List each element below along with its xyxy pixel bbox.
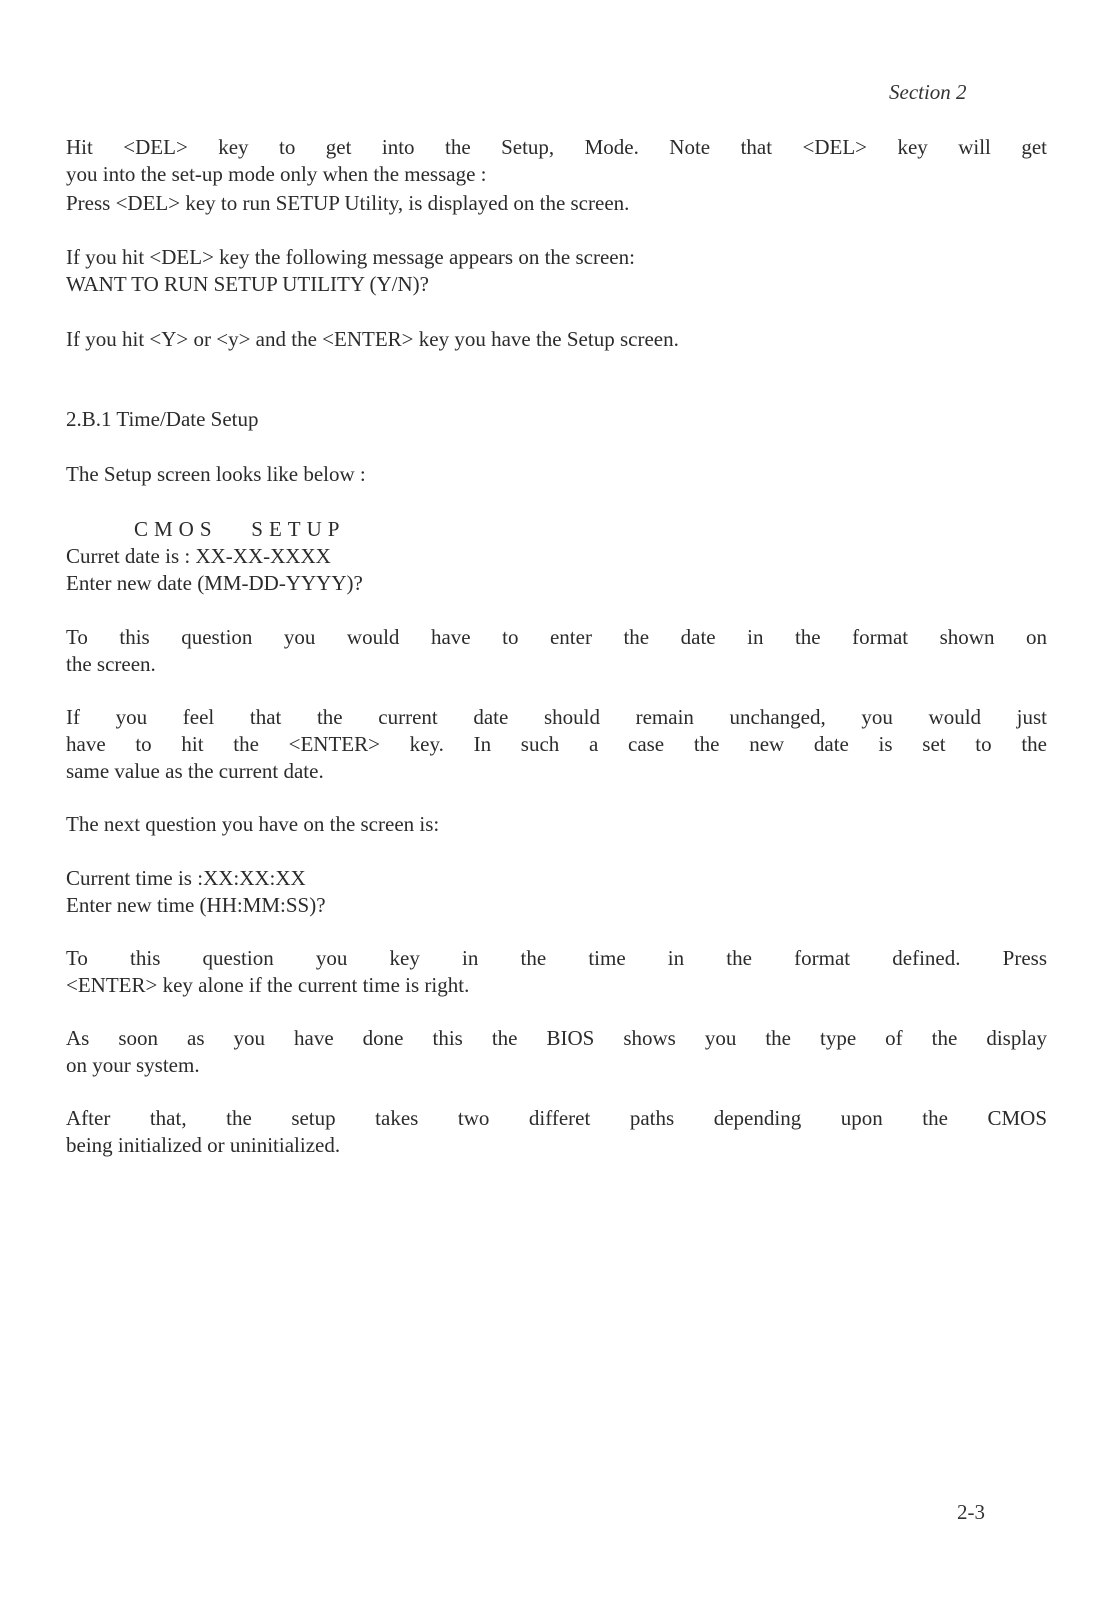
- enter-time-line: Enter new time (HH:MM:SS)?: [66, 893, 326, 917]
- time-question-line-1: To this question you key in the time in the format defined. Press: [66, 946, 1047, 970]
- page-number: 2-3: [957, 1500, 985, 1524]
- section-heading: 2.B.1 Time/Date Setup: [66, 407, 259, 431]
- intro-paragraph-1-line-1: Hit <DEL> key to get into the Setup, Mode. Note that <DEL> key will get: [66, 135, 1047, 159]
- current-time-line: Current time is :XX:XX:XX: [66, 866, 306, 890]
- next-question-line: The next question you have on the screen is:: [66, 812, 440, 836]
- current-date-line: Curret date is : XX-XX-XXXX: [66, 544, 331, 568]
- date-unchanged-line-2: have to hit the <ENTER> key. In such a case the new date is set to the: [66, 732, 1047, 756]
- time-question-line-2: <ENTER> key alone if the current time is right.: [66, 973, 470, 997]
- date-question-line-1: To this question you would have to enter the date in the format shown on: [66, 625, 1047, 649]
- intro-paragraph-1-line-2: you into the set-up mode only when the message :: [66, 162, 487, 186]
- section-header: Section 2: [889, 80, 967, 104]
- setup-screen-intro: The Setup screen looks like below :: [66, 462, 366, 486]
- setup-paths-line-1: After that, the setup takes two differet paths depending upon the CMOS: [66, 1106, 1047, 1130]
- display-type-line-2: on your system.: [66, 1053, 200, 1077]
- intro-paragraph-1-line-3: Press <DEL> key to run SETUP Utility, is displayed on the screen.: [66, 191, 630, 215]
- setup-prompt-message: WANT TO RUN SETUP UTILITY (Y/N)?: [66, 272, 429, 296]
- date-unchanged-line-3: same value as the current date.: [66, 759, 324, 783]
- cmos-setup-title: CMOS SETUP: [134, 517, 346, 541]
- intro-paragraph-3: If you hit <Y> or <y> and the <ENTER> key you have the Setup screen.: [66, 327, 679, 351]
- setup-paths-line-2: being initialized or uninitialized.: [66, 1133, 341, 1157]
- display-type-line-1: As soon as you have done this the BIOS shows you the type of the display: [66, 1026, 1047, 1050]
- enter-date-line: Enter new date (MM-DD-YYYY)?: [66, 571, 363, 595]
- date-unchanged-line-1: If you feel that the current date should remain unchanged, you would just: [66, 705, 1047, 729]
- intro-paragraph-2-line-1: If you hit <DEL> key the following message appears on the screen:: [66, 245, 635, 269]
- date-question-line-2: the screen.: [66, 652, 156, 676]
